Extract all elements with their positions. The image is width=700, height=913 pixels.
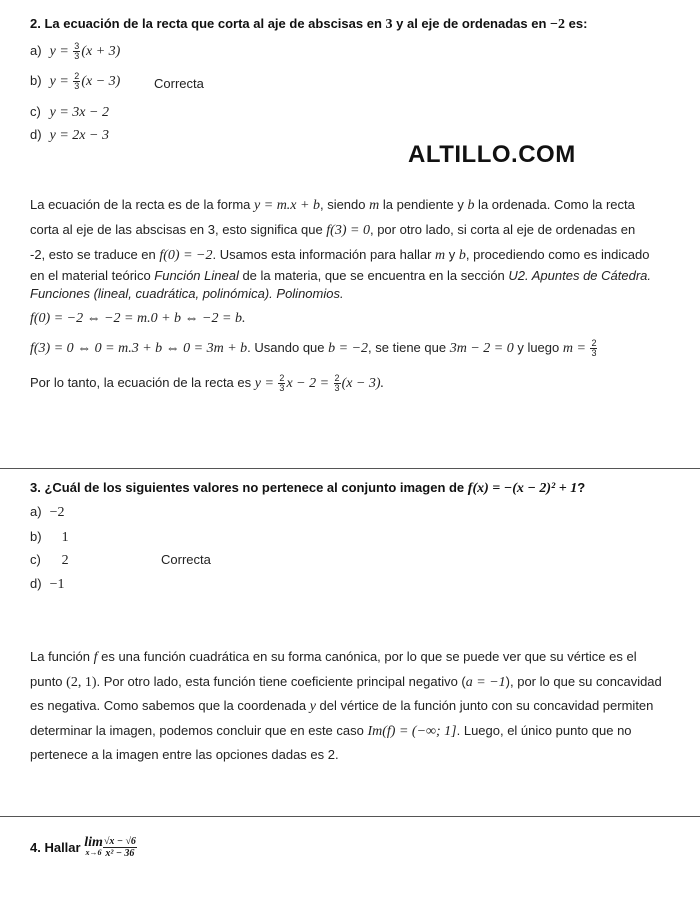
q2-option-a[interactable]: [30, 42, 120, 61]
option-expr: y = 3x − 2: [49, 105, 109, 120]
fraction: [334, 374, 341, 393]
math: m: [435, 248, 446, 263]
math: y =: [254, 375, 278, 391]
math: x − 2 =: [286, 375, 333, 391]
fraction-numerator: √x − √6: [103, 836, 136, 847]
text: . Usamos esta información para hallar: [212, 247, 436, 262]
q2-expl-line-3: [30, 244, 680, 267]
q2-equation-1: [30, 310, 245, 327]
option-label: b): [30, 529, 42, 544]
section-divider: [0, 468, 700, 469]
option-label: d): [30, 127, 42, 142]
text: en el material teórico: [30, 268, 155, 283]
math: (2, 1): [66, 674, 97, 690]
q2-explanation: [30, 194, 680, 303]
fraction-numerator: 2: [334, 373, 340, 383]
math: b: [467, 198, 475, 213]
math: y: [309, 699, 316, 714]
option-expr: 1: [61, 530, 69, 545]
q2-expl-line-1: [30, 194, 680, 217]
italic-text: Funciones (lineal, cuadrática, polinómica). Polinomios.: [30, 286, 344, 301]
limit-operator: [84, 834, 103, 858]
text: . Usando que: [247, 339, 329, 355]
q3-expl-line-3: [30, 694, 680, 719]
fraction: [590, 339, 597, 358]
text: . Por otro lado, esta función tiene coeficiente principal negativo (: [96, 673, 466, 689]
text: . Luego, el único punto que no: [456, 722, 632, 738]
math: m: [369, 198, 380, 213]
text: y: [445, 247, 459, 262]
fraction-denominator: 3: [74, 51, 80, 61]
q3-option-c[interactable]: [30, 552, 69, 569]
q2-expl-line-5: [30, 285, 680, 303]
option-fraction: [73, 42, 80, 61]
fraction-denominator: 3: [591, 348, 597, 358]
text: , por otro lado, si corta al eje de ordenadas en: [369, 222, 636, 237]
fraction-denominator: x² − 36: [105, 848, 135, 859]
q2-title-value-2: −2: [550, 17, 566, 32]
q3-title-function: f(x) = −(x − 2)² + 1: [467, 481, 578, 496]
q2-title-text-mid: y al eje de ordenadas en: [392, 16, 551, 31]
limit-fraction: [103, 836, 137, 859]
text: , se tiene que: [368, 339, 450, 355]
q2-title-value-1: 3: [385, 17, 393, 32]
q2-option-d[interactable]: [30, 127, 109, 144]
question-2-title: [30, 16, 587, 33]
q3-option-d[interactable]: [30, 576, 65, 593]
option-expr: −2: [49, 505, 65, 520]
text: ), por lo que su concavidad: [505, 673, 662, 689]
option-expr: −1: [49, 577, 65, 592]
q3-expl-line-4: [30, 719, 680, 744]
fraction: [278, 374, 285, 393]
math: b: [458, 248, 466, 263]
text: la pendiente y: [379, 197, 468, 212]
q3-explanation: [30, 645, 680, 767]
fraction-denominator: 3: [334, 383, 340, 393]
text: del vértice de la función junto con su concavidad permiten: [315, 698, 654, 713]
option-label: a): [30, 504, 42, 519]
q3-title-text: 3. ¿Cuál de los siguientes valores no pertenece al conjunto imagen de: [30, 480, 468, 495]
q3-correct-badge: Correcta: [161, 552, 211, 567]
option-expr: y = 2x − 3: [49, 128, 109, 143]
option-expr: y =: [49, 43, 73, 59]
italic-text: Función Lineal: [154, 268, 239, 283]
math: f(3) = 0: [326, 223, 370, 238]
math: 3m − 2 = 0: [449, 340, 514, 356]
text: corta al eje de las abscisas en 3, esto significa que: [30, 222, 327, 237]
text: La función: [30, 649, 94, 664]
q2-title-text: 2. La ecuación de la recta que corta al aje de abscisas en: [30, 16, 386, 31]
text: , siendo: [319, 197, 370, 212]
limit-label: lim: [84, 834, 103, 850]
math: f(3) = 0 ⇔ 0 = m.3 + b ⇔ 0 = 3m + b: [30, 340, 248, 356]
math: b = −2: [328, 340, 369, 356]
fraction-numerator: 2: [591, 338, 597, 348]
option-label: c): [30, 104, 41, 119]
math: y = m.x + b: [254, 198, 320, 213]
q2-option-b[interactable]: [30, 72, 120, 91]
q3-option-b[interactable]: [30, 529, 69, 546]
math: f: [93, 650, 98, 665]
q3-expl-line-1: [30, 645, 680, 670]
option-fraction: [73, 72, 80, 91]
text: determinar la imagen, podemos concluir que en este caso: [30, 722, 368, 738]
text: pertenece a la imagen entre las opciones dadas es 2.: [30, 747, 339, 762]
section-divider: [0, 816, 700, 817]
fraction-numerator: 2: [279, 373, 285, 383]
math: a = −1: [465, 674, 506, 690]
q4-title-text: 4. Hallar: [30, 840, 81, 855]
text: la ordenada. Como la recta: [474, 197, 635, 212]
math: f(0) = −2: [159, 248, 213, 263]
option-expr: y =: [49, 73, 73, 89]
option-label: c): [30, 552, 41, 567]
fraction-denominator: 3: [279, 383, 285, 393]
text: es negativa. Como sabemos que la coordenada: [30, 698, 310, 713]
text: y luego: [513, 339, 563, 355]
math: (x − 3).: [341, 375, 385, 391]
option-label: d): [30, 576, 42, 591]
q2-equation-2: [30, 339, 598, 358]
fraction-numerator: 2: [74, 71, 80, 81]
text: de la materia, que se encuentra en la sección: [238, 268, 509, 283]
q2-expl-line-4: [30, 267, 680, 285]
q3-title-end: ?: [577, 480, 586, 495]
limit-subscript: x→6: [85, 847, 102, 857]
math: m =: [562, 340, 590, 356]
math: f(0) = −2 ⇔ −2 = m.0 + b ⇔ −2 = b.: [30, 311, 246, 326]
option-expr: 2: [61, 553, 69, 568]
question-4-title: [30, 836, 137, 859]
q2-expl-line-2: [30, 219, 680, 242]
option-expr-tail: (x − 3): [81, 73, 121, 89]
q3-expl-line-2: [30, 670, 680, 695]
text: , procediendo como es indicado: [465, 247, 650, 262]
q2-conclusion: [30, 374, 384, 393]
q2-correct-badge: Correcta: [154, 76, 204, 91]
text: es una función cuadrática en su forma canónica, por lo que se puede ver que su vértice es el: [97, 649, 637, 664]
q3-option-a[interactable]: [30, 504, 65, 521]
option-label: b): [30, 72, 42, 88]
text: punto: [30, 673, 67, 689]
q2-option-c[interactable]: [30, 104, 109, 121]
math: Im(f) = (−∞; 1]: [367, 723, 457, 739]
q2-title-text-end: es:: [565, 16, 588, 31]
watermark-logo: ALTILLO.COM: [408, 141, 576, 168]
q3-expl-line-5: [30, 743, 680, 767]
fraction-denominator: 3: [74, 81, 80, 91]
italic-text: U2. Apuntes de Cátedra.: [508, 268, 652, 283]
option-label: a): [30, 42, 42, 58]
text: Por lo tanto, la ecuación de la recta es: [30, 374, 255, 390]
text: La ecuación de la recta es de la forma: [30, 197, 255, 212]
text: -2, esto se traduce en: [30, 247, 160, 262]
fraction-numerator: 3: [74, 41, 80, 51]
question-3-title: [30, 480, 585, 497]
option-expr-tail: (x + 3): [81, 43, 121, 59]
